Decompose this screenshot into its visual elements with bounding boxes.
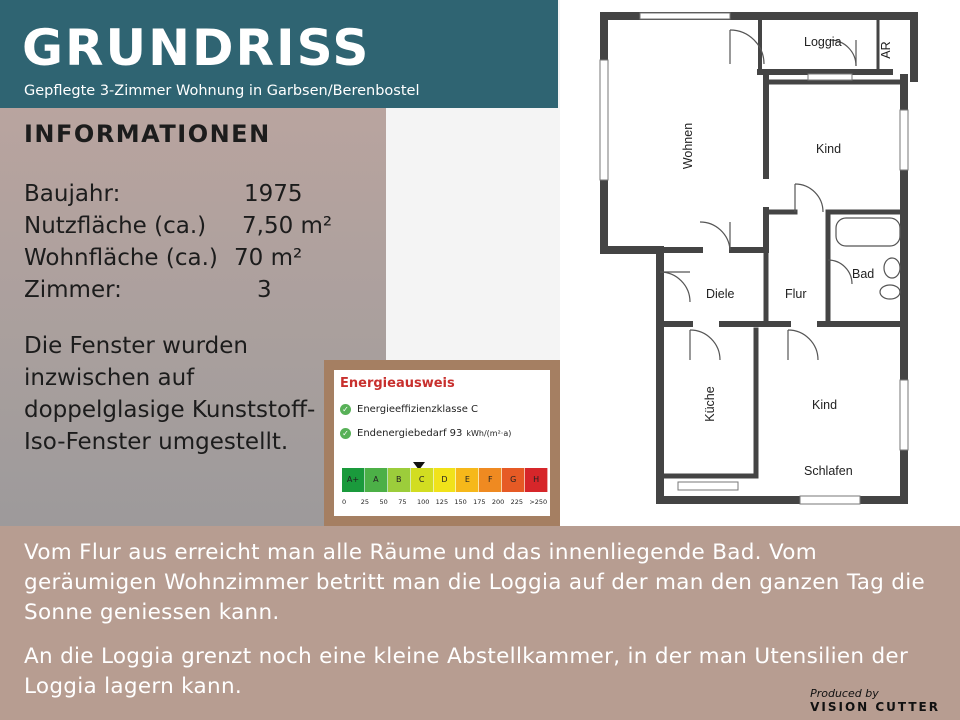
fact-baujahr [24, 178, 364, 210]
energy-class-segment: F [479, 468, 502, 492]
energy-scale-tick: 0 [342, 498, 347, 506]
room-wohnen: Wohnen [681, 122, 695, 170]
description-paragraph-1: Vom Flur aus erreicht man alle Räume und das innenliegende Bad. Vom geräumigen Wohnzimmer betritt man die Loggia auf der man den ganzen Tag die Sonne geniessen kann. [24, 540, 925, 625]
page-title: GRUNDRISS [22, 19, 371, 77]
energy-scale-tick: 125 [435, 498, 449, 506]
fact-value: 3 [257, 277, 272, 303]
energy-scale [342, 468, 548, 492]
energy-scale-tick: 225 [510, 498, 524, 506]
page-subtitle: Gepflegte 3-Zimmer Wohnung in Garbsen/Berenbostel [24, 83, 420, 99]
fact-label: Nutzfläche (ca.) [24, 213, 207, 239]
credit-line-2: VISION CUTTER [810, 700, 940, 714]
fact-value: 1975 [244, 181, 303, 207]
description-paragraph-2: An die Loggia grenzt noch eine kleine Abstellkammer, in der man Utensilien der Loggia lagern kann. [24, 644, 909, 699]
room-schlafen: Schlafen [804, 464, 853, 478]
fact-label: Wohnfläche (ca.) [24, 245, 218, 271]
room-loggia: Loggia [804, 35, 842, 49]
fact-value: 70 m² [234, 245, 303, 271]
energy-scale-ticks [342, 498, 548, 506]
fact-label: Baujahr: [24, 181, 121, 207]
energy-scale-tick: 50 [379, 498, 388, 506]
energy-demand-label: Endenergiebedarf 93 [357, 428, 463, 439]
energy-scale-tick: 150 [454, 498, 467, 506]
floor-plan [560, 0, 960, 526]
window-description: Die Fenster wurden inzwischen auf doppelglasige Kunststoff-Iso-Fenster umgestellt. [24, 333, 316, 455]
energy-scale-tick: >250 [529, 498, 548, 506]
energy-scale-tick: 200 [491, 498, 505, 506]
energy-class-segment: A [365, 468, 388, 492]
room-kind-2: Kind [812, 398, 838, 412]
producer-credit [810, 688, 940, 714]
room-kueche: Küche [703, 386, 717, 422]
energy-title: Energieausweis [340, 376, 455, 391]
fact-value: 7,50 m² [242, 213, 333, 239]
room-ar: AR [879, 41, 893, 59]
room-bad: Bad [852, 267, 875, 281]
energy-class-label: Energieeffizienzklasse C [357, 404, 479, 415]
facts-list [24, 178, 364, 306]
fact-nutzflaeche [24, 210, 364, 242]
energy-certificate [334, 370, 550, 516]
energy-class-segment: A+ [342, 468, 365, 492]
fact-label: Zimmer: [24, 277, 122, 303]
header-banner [0, 0, 558, 108]
credit-line-1: Produced by [810, 687, 879, 700]
energy-class-segment: G [502, 468, 525, 492]
room-flur: Flur [785, 287, 807, 301]
energy-class-segment: E [456, 468, 479, 492]
room-diele: Diele [706, 287, 735, 301]
energy-class-segment: D [434, 468, 457, 492]
energy-class-row [340, 404, 478, 415]
energy-certificate-frame [324, 360, 560, 526]
info-heading: INFORMATIONEN [24, 120, 271, 148]
energy-class-segment: H [525, 468, 548, 492]
energy-class-segment: C [411, 468, 434, 492]
check-icon: ✓ [340, 404, 351, 415]
room-kind-1: Kind [816, 142, 842, 156]
energy-scale-tick: 100 [416, 498, 430, 506]
energy-scale-tick: 175 [473, 498, 486, 506]
check-icon: ✓ [340, 428, 351, 439]
energy-scale-tick: 75 [398, 498, 407, 506]
fact-wohnflaeche [24, 242, 364, 274]
energy-demand-row [340, 428, 511, 439]
energy-class-segment: B [388, 468, 411, 492]
floor-plan-drawing [560, 0, 960, 526]
description-panel [0, 526, 960, 720]
fact-zimmer [24, 274, 364, 306]
energy-demand-unit: kWh/(m²·a) [466, 429, 512, 438]
energy-scale-tick: 25 [360, 498, 370, 506]
